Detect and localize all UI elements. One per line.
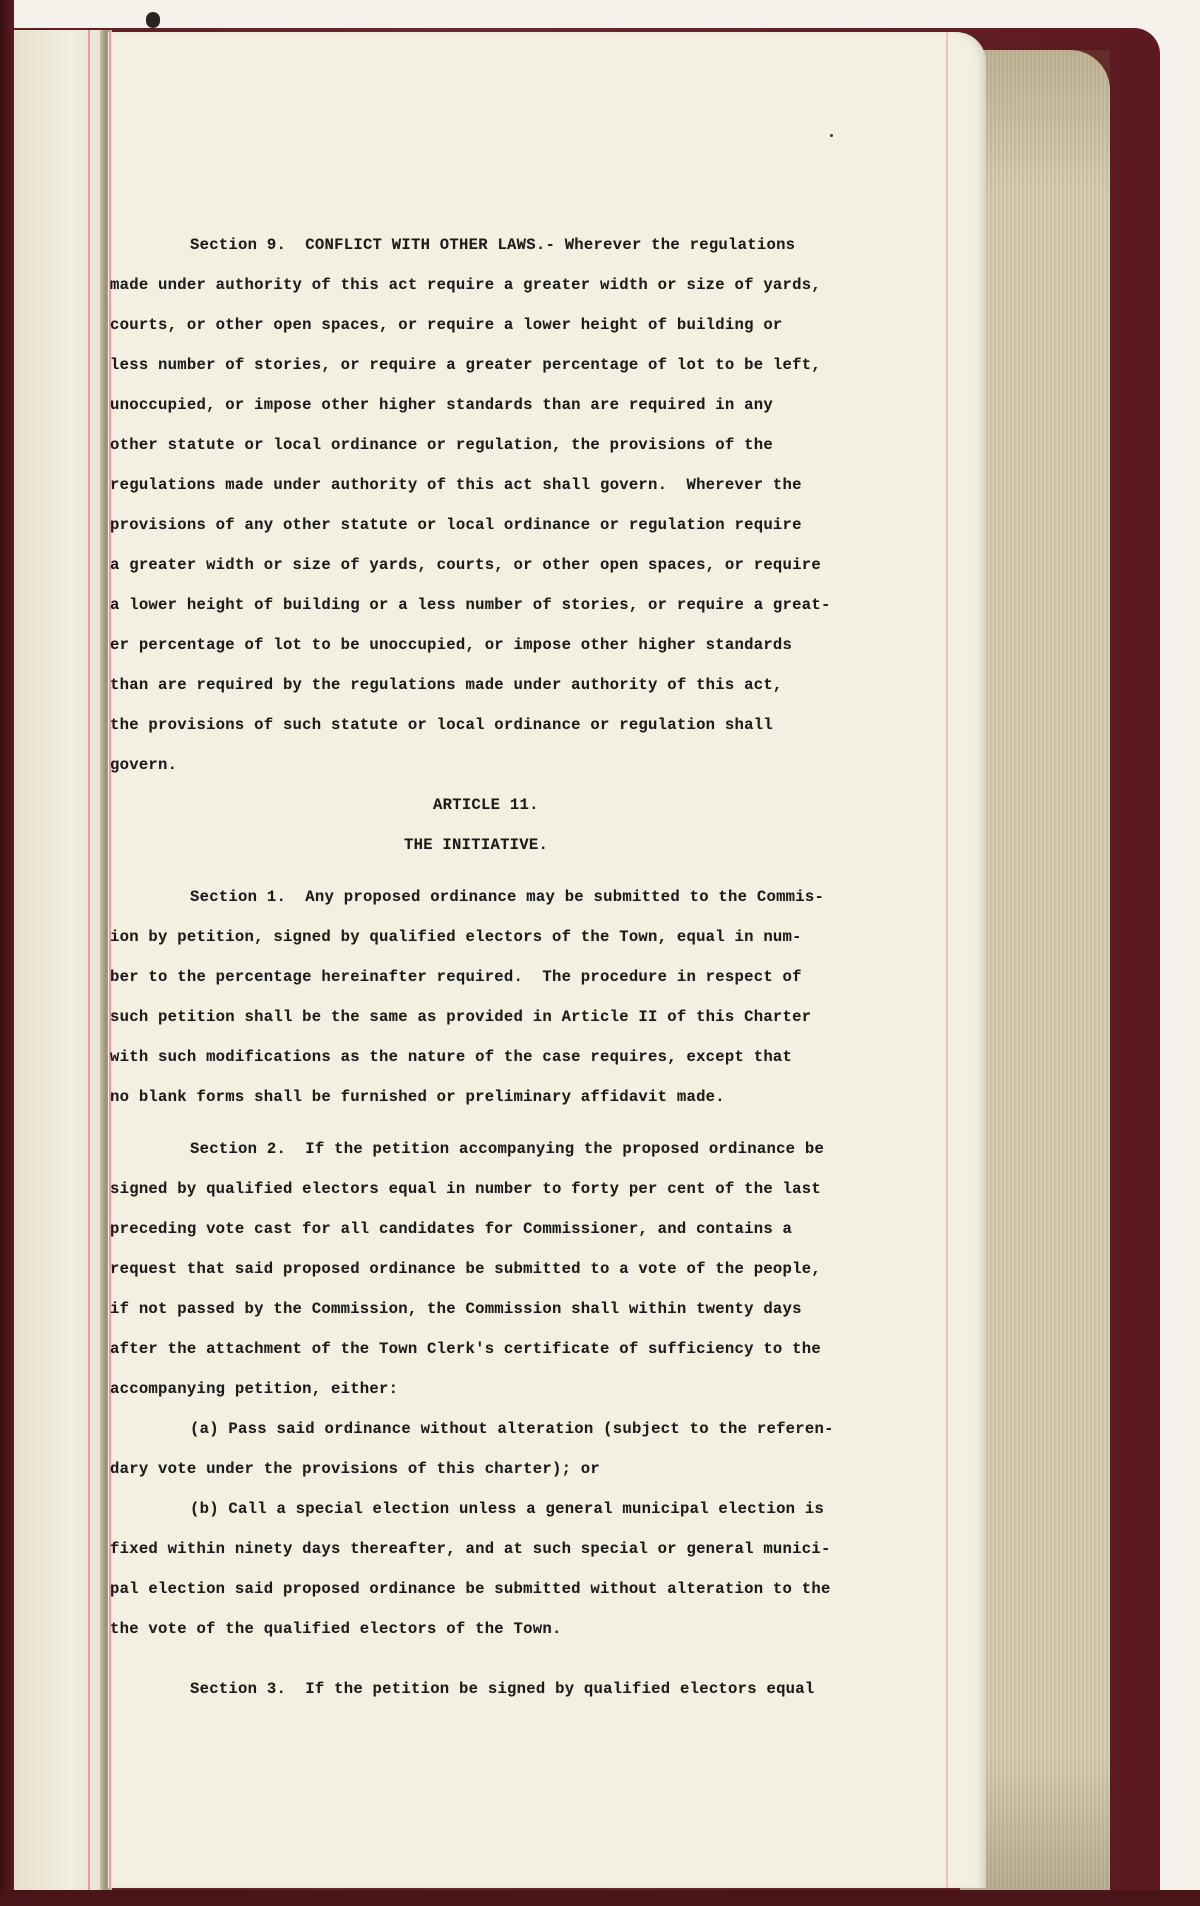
ink-dot	[830, 134, 833, 137]
article-title: THE INITIATIVE.	[404, 836, 549, 854]
text-line: Section 3. If the petition be signed by qualified electors equal	[190, 1680, 815, 1698]
text-line: Section 2. If the petition accompanying the proposed ordinance be	[190, 1140, 825, 1158]
text-line: accompanying petition, either:	[110, 1380, 399, 1398]
text-line: the vote of the qualified electors of the Town.	[110, 1620, 562, 1638]
text-line: (a) Pass said ordinance without alteration (subject to the referen-	[190, 1420, 834, 1438]
text-line: the provisions of such statute or local ordinance or regulation shall	[110, 716, 773, 734]
text-line: such petition shall be the same as provided in Article II of this Charter	[110, 1008, 812, 1026]
text-line: than are required by the regulations made under authority of this act,	[110, 676, 783, 694]
text-line: courts, or other open spaces, or require a lower height of building or	[110, 316, 783, 334]
text-line: provisions of any other statute or local ordinance or regulation require	[110, 516, 802, 534]
left-margin-rule	[109, 32, 111, 1888]
text-line: a greater width or size of yards, courts, or other open spaces, or require	[110, 556, 821, 574]
right-margin-rule	[946, 32, 948, 1888]
text-line: dary vote under the provisions of this charter); or	[110, 1460, 600, 1478]
text-line: (b) Call a special election unless a general municipal election is	[190, 1500, 825, 1518]
text-line: unoccupied, or impose other higher standards than are required in any	[110, 396, 773, 414]
text-line: govern.	[110, 756, 178, 774]
text-line: made under authority of this act require a greater width or size of yards,	[110, 276, 821, 294]
text-line: fixed within ninety days thereafter, and at such special or general munici-	[110, 1540, 831, 1558]
text-line: pal election said proposed ordinance be submitted without alteration to the	[110, 1580, 831, 1598]
text-line: er percentage of lot to be unoccupied, or impose other higher standards	[110, 636, 793, 654]
binding-ring	[146, 12, 160, 28]
text-line: regulations made under authority of this act shall govern. Wherever the	[110, 476, 802, 494]
text-line: after the attachment of the Town Clerk's certificate of sufficiency to the	[110, 1340, 821, 1358]
text-line: other statute or local ordinance or regulation, the provisions of the	[110, 436, 773, 454]
text-line: with such modifications as the nature of the case requires, except that	[110, 1048, 793, 1066]
text-line: a lower height of building or a less number of stories, or require a great-	[110, 596, 831, 614]
text-line: request that said proposed ordinance be submitted to a vote of the people,	[110, 1260, 821, 1278]
document-page	[108, 32, 986, 1888]
book-spine-edge	[0, 0, 14, 1906]
text-line: signed by qualified electors equal in number to forty per cent of the last	[110, 1180, 821, 1198]
article-heading: ARTICLE 11.	[433, 796, 539, 814]
text-line: Section 9. CONFLICT WITH OTHER LAWS.- Wherever the regulations	[190, 236, 796, 254]
text-line: no blank forms shall be furnished or preliminary affidavit made.	[110, 1088, 725, 1106]
cover-bottom-edge	[0, 1890, 1200, 1906]
text-line: preceding vote cast for all candidates for Commissioner, and contains a	[110, 1220, 793, 1238]
text-line: ion by petition, signed by qualified electors of the Town, equal in num-	[110, 928, 802, 946]
text-line: less number of stories, or require a greater percentage of lot to be left,	[110, 356, 821, 374]
text-line: ber to the percentage hereinafter required. The procedure in respect of	[110, 968, 802, 986]
facing-page-margin-line	[88, 30, 90, 1890]
text-line: Section 1. Any proposed ordinance may be submitted to the Commis-	[190, 888, 825, 906]
facing-page	[14, 30, 106, 1890]
text-line: if not passed by the Commission, the Commission shall within twenty days	[110, 1300, 802, 1318]
